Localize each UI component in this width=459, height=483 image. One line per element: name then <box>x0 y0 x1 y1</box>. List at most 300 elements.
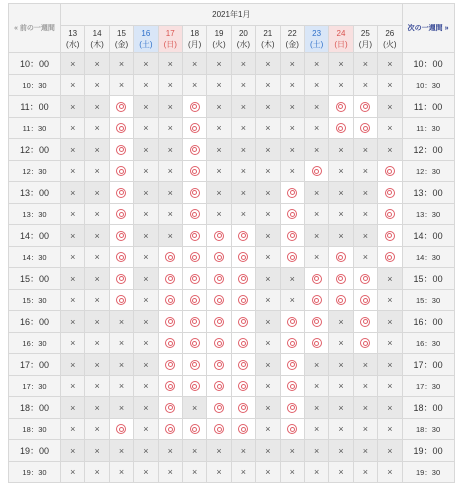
slot-unavailable <box>256 376 280 397</box>
time-row <box>9 268 455 290</box>
slot-unavailable <box>109 333 133 354</box>
slot-unavailable <box>329 182 353 204</box>
unavailable-mark: × <box>94 381 100 391</box>
available-mark-icon <box>190 188 200 198</box>
day-weekday: (土) <box>309 40 324 49</box>
slot-unavailable <box>158 462 182 483</box>
slot-unavailable <box>378 419 402 440</box>
time-label-right: 17：00 <box>402 354 454 376</box>
day-weekday: (水) <box>236 40 251 49</box>
slot-unavailable <box>353 139 377 161</box>
slot-unavailable <box>256 247 280 268</box>
unavailable-mark: × <box>387 467 393 477</box>
unavailable-mark: × <box>70 467 76 477</box>
slot-available[interactable] <box>353 268 377 290</box>
slot-available[interactable] <box>182 182 206 204</box>
slot-unavailable <box>61 290 85 311</box>
slot-unavailable <box>182 462 206 483</box>
slot-available[interactable] <box>182 290 206 311</box>
available-mark-icon <box>214 274 224 284</box>
available-mark-icon <box>190 424 200 434</box>
slot-unavailable <box>207 53 231 75</box>
slot-available[interactable] <box>182 118 206 139</box>
slot-available[interactable] <box>158 290 182 311</box>
unavailable-mark: × <box>240 123 247 133</box>
slot-unavailable <box>378 440 402 462</box>
slot-available[interactable] <box>158 247 182 268</box>
time-row <box>9 204 455 225</box>
slot-unavailable <box>85 53 109 75</box>
slot-available[interactable] <box>304 268 328 290</box>
day-number: 15 <box>117 29 126 38</box>
time-label-right: 18：00 <box>402 397 454 419</box>
day-number: 13 <box>68 29 78 38</box>
unavailable-mark: × <box>143 316 149 327</box>
slot-unavailable <box>378 268 402 290</box>
day-header <box>231 26 255 53</box>
slot-unavailable <box>231 204 255 225</box>
slot-available[interactable] <box>182 161 206 182</box>
slot-unavailable <box>85 118 109 139</box>
available-mark-icon <box>238 295 248 305</box>
slot-available[interactable] <box>329 247 353 268</box>
time-label-right: 11：00 <box>402 96 454 118</box>
unavailable-mark: × <box>240 80 247 90</box>
unavailable-mark: × <box>265 381 271 391</box>
slot-available[interactable] <box>329 290 353 311</box>
available-mark-icon <box>238 424 248 434</box>
slot-unavailable <box>353 161 377 182</box>
slot-available[interactable] <box>109 96 133 118</box>
slot-unavailable <box>256 53 280 75</box>
available-mark-icon <box>190 209 200 219</box>
available-mark-icon <box>287 403 297 413</box>
slot-available[interactable] <box>182 311 206 333</box>
unavailable-mark: × <box>94 101 100 112</box>
available-mark-icon <box>116 188 126 198</box>
slot-available[interactable] <box>280 225 304 247</box>
available-mark-icon <box>214 424 224 434</box>
day-number: 16 <box>141 29 151 38</box>
unavailable-mark: × <box>192 80 198 90</box>
time-label-right: 19：00 <box>402 440 454 462</box>
slot-available[interactable] <box>280 311 304 333</box>
unavailable-mark: × <box>289 123 295 133</box>
slot-available[interactable] <box>207 268 231 290</box>
slot-unavailable <box>353 440 377 462</box>
time-row <box>9 118 455 139</box>
slot-available[interactable] <box>231 268 255 290</box>
available-mark-icon <box>190 274 200 284</box>
slot-unavailable <box>329 53 353 75</box>
slot-available[interactable] <box>231 354 255 376</box>
slot-unavailable <box>280 75 304 96</box>
slot-unavailable <box>109 462 133 483</box>
unavailable-mark: × <box>167 166 173 176</box>
unavailable-mark: × <box>143 123 149 133</box>
slot-available[interactable] <box>207 333 231 354</box>
slot-available[interactable] <box>207 247 231 268</box>
slot-available[interactable] <box>207 419 231 440</box>
available-mark-icon <box>336 274 346 284</box>
slot-available[interactable] <box>207 397 231 419</box>
day-header <box>109 26 133 53</box>
day-header <box>134 26 158 53</box>
slot-unavailable <box>134 311 158 333</box>
slot-available[interactable] <box>158 354 182 376</box>
available-mark-icon <box>165 295 175 305</box>
time-row <box>9 354 455 376</box>
available-mark-icon <box>238 231 248 241</box>
available-mark-icon <box>190 252 200 262</box>
slot-available[interactable] <box>231 247 255 268</box>
unavailable-mark: × <box>94 273 100 284</box>
slot-available[interactable] <box>231 419 255 440</box>
unavailable-mark: × <box>387 58 393 69</box>
unavailable-mark: × <box>240 209 247 219</box>
available-mark-icon <box>360 295 370 305</box>
slot-available[interactable] <box>158 397 182 419</box>
time-label-left: 18：00 <box>9 397 61 419</box>
slot-unavailable <box>304 204 328 225</box>
slot-available[interactable] <box>182 333 206 354</box>
time-row <box>9 440 455 462</box>
slot-available[interactable] <box>207 376 231 397</box>
available-mark-icon <box>287 252 297 262</box>
slot-unavailable <box>280 290 304 311</box>
unavailable-mark: × <box>216 467 222 477</box>
slot-available[interactable] <box>378 247 402 268</box>
slot-unavailable <box>231 75 255 96</box>
slot-available[interactable] <box>109 290 133 311</box>
slot-available[interactable] <box>109 161 133 182</box>
unavailable-mark: × <box>387 402 393 413</box>
slot-unavailable <box>61 397 85 419</box>
slot-available[interactable] <box>378 204 402 225</box>
unavailable-mark: × <box>94 209 100 219</box>
slot-unavailable <box>134 290 158 311</box>
available-mark-icon <box>214 295 224 305</box>
unavailable-mark: × <box>216 80 222 90</box>
slot-available[interactable] <box>353 96 377 118</box>
slot-available[interactable] <box>158 376 182 397</box>
slot-unavailable <box>256 290 280 311</box>
slot-available[interactable] <box>231 397 255 419</box>
day-weekday: (火) <box>212 40 226 49</box>
slot-unavailable <box>61 376 85 397</box>
slot-unavailable <box>378 333 402 354</box>
time-label-left: 10：30 <box>9 75 61 96</box>
slot-unavailable <box>329 419 353 440</box>
day-weekday: (日) <box>163 40 177 49</box>
slot-unavailable <box>61 53 85 75</box>
slot-unavailable <box>134 161 158 182</box>
slot-available[interactable] <box>329 118 353 139</box>
slot-unavailable <box>353 419 377 440</box>
unavailable-mark: × <box>192 445 198 456</box>
unavailable-mark: × <box>313 424 320 434</box>
unavailable-mark: × <box>387 424 393 434</box>
slot-available[interactable] <box>378 225 402 247</box>
unavailable-mark: × <box>265 316 271 327</box>
unavailable-mark: × <box>265 101 271 112</box>
slot-available[interactable] <box>109 118 133 139</box>
slot-available[interactable] <box>231 376 255 397</box>
slot-unavailable <box>353 204 377 225</box>
available-mark-icon <box>360 317 370 327</box>
slot-unavailable <box>256 440 280 462</box>
time-label-right: 16：30 <box>402 333 454 354</box>
day-header <box>85 26 109 53</box>
slot-available[interactable] <box>280 204 304 225</box>
slot-available[interactable] <box>280 376 304 397</box>
unavailable-mark: × <box>94 144 100 155</box>
slot-unavailable <box>134 354 158 376</box>
unavailable-mark: × <box>118 80 125 90</box>
slot-available[interactable] <box>109 139 133 161</box>
slot-available[interactable] <box>353 311 377 333</box>
day-number: 26 <box>385 29 395 38</box>
time-label-left: 15：30 <box>9 290 61 311</box>
slot-available[interactable] <box>353 333 377 354</box>
slot-unavailable <box>61 354 85 376</box>
available-mark-icon <box>165 338 175 348</box>
unavailable-mark: × <box>289 101 295 112</box>
slot-available[interactable] <box>158 333 182 354</box>
slot-unavailable <box>353 225 377 247</box>
time-label-right: 18：30 <box>402 419 454 440</box>
unavailable-mark: × <box>216 445 222 456</box>
time-label-right: 12：30 <box>402 161 454 182</box>
unavailable-mark: × <box>143 445 149 456</box>
slot-available[interactable] <box>182 419 206 440</box>
unavailable-mark: × <box>192 58 198 69</box>
slot-available[interactable] <box>109 419 133 440</box>
slot-unavailable <box>280 53 304 75</box>
slot-available[interactable] <box>304 311 328 333</box>
unavailable-mark: × <box>94 123 100 133</box>
unavailable-mark: × <box>265 187 271 198</box>
unavailable-mark: × <box>143 424 149 434</box>
day-number: 24 <box>336 29 346 38</box>
slot-unavailable <box>329 462 353 483</box>
slot-available[interactable] <box>207 290 231 311</box>
slot-available[interactable] <box>109 268 133 290</box>
unavailable-mark: × <box>70 445 76 456</box>
slot-available[interactable] <box>231 290 255 311</box>
available-mark-icon <box>336 102 346 112</box>
available-mark-icon <box>336 123 346 133</box>
unavailable-mark: × <box>143 187 149 198</box>
slot-available[interactable] <box>182 139 206 161</box>
slot-available[interactable] <box>207 225 231 247</box>
unavailable-mark: × <box>313 101 320 112</box>
unavailable-mark: × <box>265 252 271 262</box>
available-mark-icon <box>116 231 126 241</box>
slot-available[interactable] <box>182 96 206 118</box>
slot-unavailable <box>304 118 328 139</box>
slot-unavailable <box>134 333 158 354</box>
slot-available[interactable] <box>280 247 304 268</box>
slot-available[interactable] <box>329 96 353 118</box>
slot-available[interactable] <box>182 376 206 397</box>
day-header <box>256 26 280 53</box>
unavailable-mark: × <box>338 187 344 198</box>
slot-unavailable <box>61 268 85 290</box>
available-mark-icon <box>190 338 200 348</box>
day-number: 21 <box>263 29 273 38</box>
unavailable-mark: × <box>362 381 369 391</box>
slot-available[interactable] <box>109 182 133 204</box>
slot-available[interactable] <box>280 182 304 204</box>
slot-available[interactable] <box>182 354 206 376</box>
slot-unavailable <box>378 290 402 311</box>
slot-unavailable <box>85 225 109 247</box>
slot-available[interactable] <box>158 311 182 333</box>
slot-unavailable <box>207 182 231 204</box>
slot-unavailable <box>134 204 158 225</box>
slot-available[interactable] <box>353 118 377 139</box>
day-header <box>207 26 231 53</box>
prev-week-link[interactable]: « 前の一週間 <box>9 4 61 53</box>
slot-unavailable <box>378 354 402 376</box>
slot-available[interactable] <box>304 290 328 311</box>
available-mark-icon <box>336 252 346 262</box>
unavailable-mark: × <box>338 338 344 348</box>
slot-available[interactable] <box>231 311 255 333</box>
slot-unavailable <box>85 96 109 118</box>
slot-available[interactable] <box>182 268 206 290</box>
slot-unavailable <box>85 139 109 161</box>
unavailable-mark: × <box>387 123 393 133</box>
slot-available[interactable] <box>280 419 304 440</box>
slot-available[interactable] <box>109 225 133 247</box>
slot-unavailable <box>61 247 85 268</box>
slot-unavailable <box>231 139 255 161</box>
slot-unavailable <box>256 96 280 118</box>
slot-available[interactable] <box>109 247 133 268</box>
time-row <box>9 225 455 247</box>
day-header <box>61 26 85 53</box>
slot-unavailable <box>207 139 231 161</box>
slot-unavailable <box>353 75 377 96</box>
unavailable-mark: × <box>192 467 198 477</box>
slot-available[interactable] <box>158 268 182 290</box>
day-header <box>280 26 304 53</box>
slot-unavailable <box>109 75 133 96</box>
reservation-calendar <box>8 3 455 483</box>
available-mark-icon <box>287 231 297 241</box>
unavailable-mark: × <box>289 166 295 176</box>
time-row <box>9 139 455 161</box>
slot-available[interactable] <box>182 225 206 247</box>
unavailable-mark: × <box>118 445 125 456</box>
slot-available[interactable] <box>280 333 304 354</box>
slot-unavailable <box>134 247 158 268</box>
slot-available[interactable] <box>207 354 231 376</box>
unavailable-mark: × <box>289 80 295 90</box>
slot-available[interactable] <box>109 204 133 225</box>
slot-available[interactable] <box>231 333 255 354</box>
unavailable-mark: × <box>216 58 222 69</box>
available-mark-icon <box>312 338 322 348</box>
slot-unavailable <box>304 419 328 440</box>
slot-unavailable <box>134 397 158 419</box>
available-mark-icon <box>214 360 224 370</box>
slot-available[interactable] <box>378 182 402 204</box>
slot-available[interactable] <box>182 247 206 268</box>
available-mark-icon <box>238 360 248 370</box>
unavailable-mark: × <box>240 445 247 456</box>
unavailable-mark: × <box>362 402 369 413</box>
time-label-left: 15：00 <box>9 268 61 290</box>
slot-unavailable <box>182 397 206 419</box>
unavailable-mark: × <box>94 445 100 456</box>
slot-unavailable <box>61 161 85 182</box>
slot-unavailable <box>207 96 231 118</box>
slot-available[interactable] <box>329 268 353 290</box>
unavailable-mark: × <box>143 273 149 284</box>
slot-available[interactable] <box>353 290 377 311</box>
slot-unavailable <box>207 118 231 139</box>
unavailable-mark: × <box>265 338 271 348</box>
slot-unavailable <box>231 161 255 182</box>
slot-available[interactable] <box>182 204 206 225</box>
available-mark-icon <box>385 209 395 219</box>
unavailable-mark: × <box>94 230 100 241</box>
slot-available[interactable] <box>280 397 304 419</box>
slot-unavailable <box>158 139 182 161</box>
available-mark-icon <box>385 188 395 198</box>
unavailable-mark: × <box>240 101 247 112</box>
day-weekday: (日) <box>334 40 348 49</box>
day-header <box>158 26 182 53</box>
slot-unavailable <box>109 376 133 397</box>
time-label-left: 17：30 <box>9 376 61 397</box>
unavailable-mark: × <box>338 230 344 241</box>
slot-available[interactable] <box>231 225 255 247</box>
slot-unavailable <box>158 440 182 462</box>
slot-available[interactable] <box>207 311 231 333</box>
time-label-right: 13：30 <box>402 204 454 225</box>
unavailable-mark: × <box>118 359 125 370</box>
available-mark-icon <box>360 102 370 112</box>
day-weekday: (金) <box>285 40 299 49</box>
day-header <box>304 26 328 53</box>
unavailable-mark: × <box>167 101 173 112</box>
unavailable-mark: × <box>94 467 100 477</box>
slot-available[interactable] <box>158 419 182 440</box>
unavailable-mark: × <box>70 144 76 155</box>
slot-available[interactable] <box>304 161 328 182</box>
slot-unavailable <box>378 53 402 75</box>
unavailable-mark: × <box>70 316 76 327</box>
unavailable-mark: × <box>265 123 271 133</box>
time-label-left: 12：30 <box>9 161 61 182</box>
next-week-link[interactable]: 次の一週間 » <box>402 4 454 53</box>
available-mark-icon <box>287 209 297 219</box>
slot-available[interactable] <box>378 161 402 182</box>
time-label-right: 16：00 <box>402 311 454 333</box>
slot-available[interactable] <box>304 333 328 354</box>
available-mark-icon <box>287 381 297 391</box>
slot-unavailable <box>207 204 231 225</box>
unavailable-mark: × <box>118 58 125 69</box>
slot-available[interactable] <box>280 354 304 376</box>
slot-unavailable <box>61 96 85 118</box>
slot-unavailable <box>378 397 402 419</box>
unavailable-mark: × <box>289 273 295 284</box>
